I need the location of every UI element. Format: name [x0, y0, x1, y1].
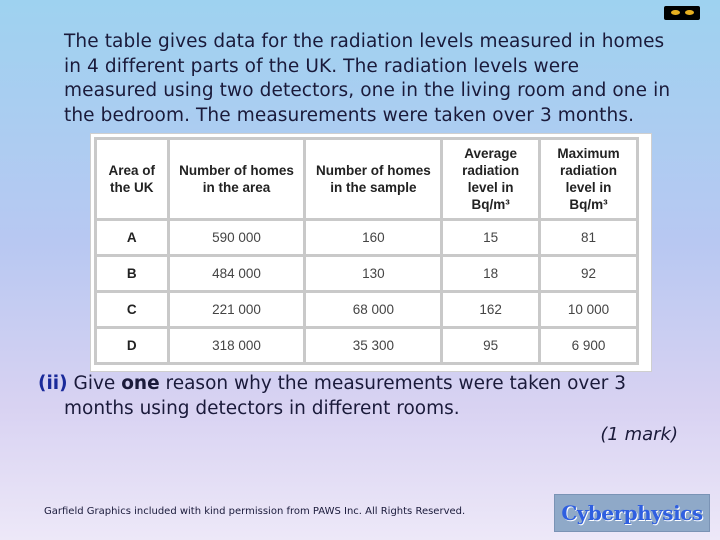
- question-ii: [38, 372, 658, 421]
- question-emphasis: one: [121, 373, 160, 394]
- question-text: reason why the measurements were taken over 3: [165, 373, 627, 394]
- table-cell: B: [96, 256, 169, 292]
- intro-line: The table gives data for the radiation levels measured in homes: [64, 31, 665, 52]
- radiation-table: [94, 137, 639, 365]
- table-cell: 95: [442, 328, 540, 364]
- table-row: [96, 256, 638, 292]
- cyberphysics-logo[interactable]: Cyberphysics: [554, 494, 710, 532]
- table-cell: 162: [442, 292, 540, 328]
- table-cell: 81: [539, 220, 637, 256]
- mark-allocation: (1 mark): [600, 424, 678, 445]
- table-row: [96, 220, 638, 256]
- left-eye: [671, 10, 680, 15]
- table-cell: 6 900: [539, 328, 637, 364]
- table-row: [96, 328, 638, 364]
- table-cell: 130: [305, 256, 442, 292]
- question-number: (ii): [38, 373, 68, 394]
- table-cell: 35 300: [305, 328, 442, 364]
- intro-line: in 4 different parts of the UK. The radiation levels were: [64, 55, 580, 77]
- table-cell: 590 000: [168, 220, 305, 256]
- table-cell: A: [96, 220, 169, 256]
- intro-paragraph: [64, 30, 684, 128]
- header-area: Area of the UK: [96, 139, 169, 220]
- table-cell: 10 000: [539, 292, 637, 328]
- table-header-row: [96, 139, 638, 220]
- header-maximum-radiation: Maximum radiation level in Bq/m³: [539, 139, 637, 220]
- question-text: Give: [73, 373, 116, 394]
- table-cell: D: [96, 328, 169, 364]
- table-cell: 160: [305, 220, 442, 256]
- table-cell: 92: [539, 256, 637, 292]
- header-homes-in-area: Number of homes in the area: [168, 139, 305, 220]
- header-average-radiation: Average radiation level in Bq/m³: [442, 139, 540, 220]
- radiation-table-card: [90, 133, 652, 372]
- footer-credit: Garfield Graphics included with kind permission from PAWS Inc. All Rights Reserved.: [44, 506, 466, 517]
- table-cell: C: [96, 292, 169, 328]
- intro-line: the bedroom. The measurements were taken over 3 months.: [64, 104, 635, 126]
- garfield-eyes-icon: [664, 6, 700, 20]
- table-cell: 68 000: [305, 292, 442, 328]
- table-cell: 318 000: [168, 328, 305, 364]
- right-eye: [685, 10, 694, 15]
- table-cell: 484 000: [168, 256, 305, 292]
- intro-line: measured using two detectors, one in the living room and one in: [64, 80, 671, 101]
- question-line2: months using detectors in different rooms.: [64, 397, 460, 419]
- table-cell: 15: [442, 220, 540, 256]
- table-cell: 221 000: [168, 292, 305, 328]
- table-row: [96, 292, 638, 328]
- header-homes-in-sample: Number of homes in the sample: [305, 139, 442, 220]
- table-cell: 18: [442, 256, 540, 292]
